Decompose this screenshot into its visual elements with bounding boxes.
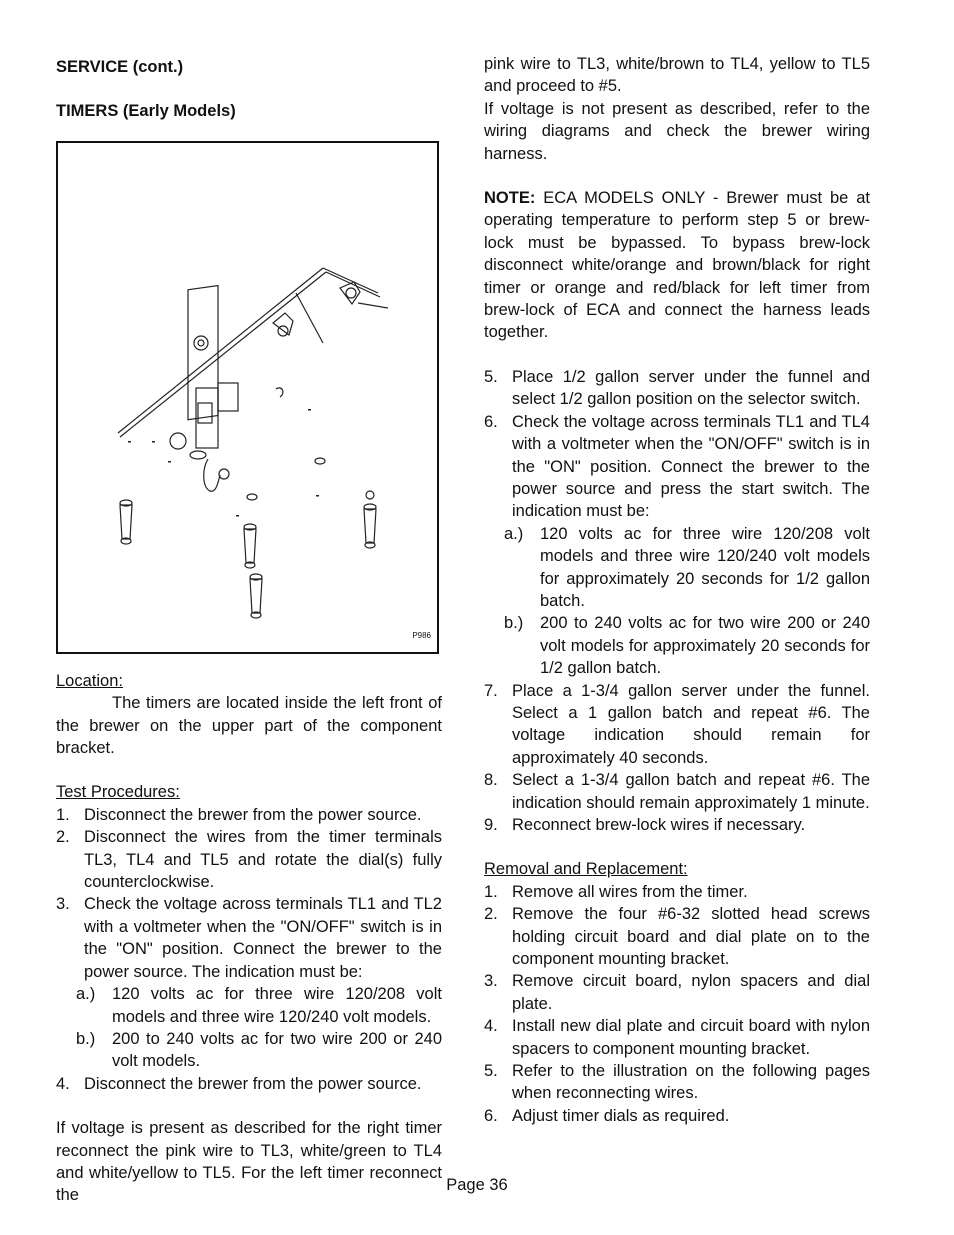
timer-illustration	[56, 141, 439, 654]
list-item: 6. Check the voltage across terminals TL1 and TL4 with a voltmeter when the "ON/OFF" switch is in the "ON" position. Connect the brewer to the power source and press the start switch. The indication must be:	[484, 412, 870, 521]
figure-label: P986	[412, 631, 431, 641]
list-item: 3. Remove circuit board, nylon spacers and dial plate.	[484, 972, 870, 1013]
list-item: 7. Place a 1-3/4 gallon server under the funnel. Select a 1 gallon batch and repeat #6. The voltage indication should remain for approximately 40 seconds.	[484, 681, 870, 767]
note-paragraph	[484, 187, 870, 344]
list-item: 4. Install new dial plate and circuit board with nylon spacers to component mounting bracket.	[484, 1017, 870, 1058]
right-column	[484, 53, 870, 1127]
list-item: 6. Adjust timer dials as required.	[484, 1106, 730, 1125]
test-procedures-heading: Test Procedures:	[56, 783, 180, 802]
list-item: 2. Disconnect the wires from the timer terminals TL3, TL4 and TL5 and rotate the dial(s) fully counterclockwise.	[56, 828, 442, 892]
list-item: 9. Reconnect brew-lock wires if necessary.	[484, 816, 806, 834]
closing-text: If voltage is present as described for the right timer reconnect the pink wire to TL3, white/green to TL4 and white/yellow to TL5. For the left timer reconnect the	[56, 1119, 442, 1205]
continued-text: pink wire to TL3, white/brown to TL4, yellow to TL5 and proceed to #5.	[484, 55, 870, 96]
list-item: 5. Refer to the illustration on the following pages when reconnecting wires.	[484, 1062, 870, 1103]
list-item: 2. Remove the four #6-32 slotted head screws holding circuit board and dial plate on to the component mounting bracket.	[484, 905, 870, 969]
note-text: ECA MODELS ONLY - Brewer must be at operating temperature to perform step 5 or brew-lock must be bypassed. To bypass brew-lock disconnect white/orange and brown/black for right timer or orange and red/black for left timer from brew-lock of ECA and connect the harness leads together.	[484, 189, 870, 342]
removal-heading: Removal and Replacement:	[484, 860, 688, 879]
check-steps-list	[484, 366, 870, 523]
list-item: 1. Disconnect the brewer from the power source.	[56, 805, 422, 824]
list-item: b.) 200 to 240 volts ac for two wire 200 or 240 volt models.	[76, 1029, 442, 1071]
test-steps-list-cont	[56, 1073, 442, 1095]
test-steps-list	[56, 804, 442, 983]
list-item: 3. Check the voltage across terminals TL1 and TL2 with a voltmeter when the "ON/OFF" switch is in the "ON" position. Connect the brewer to the power source. The indication must be:	[56, 895, 442, 981]
step3-sublist	[56, 983, 442, 1073]
list-item: 8. Select a 1-3/4 gallon batch and repeat #6. The indication should remain approximately 1 minute.	[484, 771, 870, 812]
section-title: SERVICE (cont.)	[56, 58, 184, 76]
brewer-frame-drawing	[58, 143, 437, 652]
list-item: b.) 200 to 240 volts ac for two wire 200 or 240 volt models for approximately 20 seconds for 1/2 gallon batch.	[504, 614, 870, 678]
removal-steps-list	[484, 881, 870, 1127]
note-label: NOTE:	[484, 189, 536, 208]
list-item: 4. Disconnect the brewer from the power source.	[56, 1074, 422, 1093]
location-text: The timers are located inside the left front of the brewer on the upper part of the component bracket.	[56, 694, 442, 758]
step6-sublist	[484, 523, 870, 680]
subsection-title: TIMERS (Early Models)	[56, 102, 236, 121]
no-voltage-text: If voltage is not present as described, refer to the wiring diagrams and check the brewer wiring harness.	[484, 99, 870, 163]
list-item: a.) 120 volts ac for three wire 120/208 volt models and three wire 120/240 volt models for approximately 20 seconds for 1/2 gallon batch.	[504, 524, 870, 610]
list-item: 1. Remove all wires from the timer.	[484, 882, 748, 901]
list-item: a.) 120 volts ac for three wire 120/208 volt models and three wire 120/240 volt models.	[76, 985, 442, 1026]
check-steps-list-cont	[484, 680, 870, 837]
list-item: 5. Place 1/2 gallon server under the funnel and select 1/2 gallon position on the selector switch.	[484, 367, 870, 409]
left-column	[56, 56, 442, 1207]
page-number: Page 36	[446, 1176, 508, 1194]
location-heading: Location:	[56, 671, 123, 690]
